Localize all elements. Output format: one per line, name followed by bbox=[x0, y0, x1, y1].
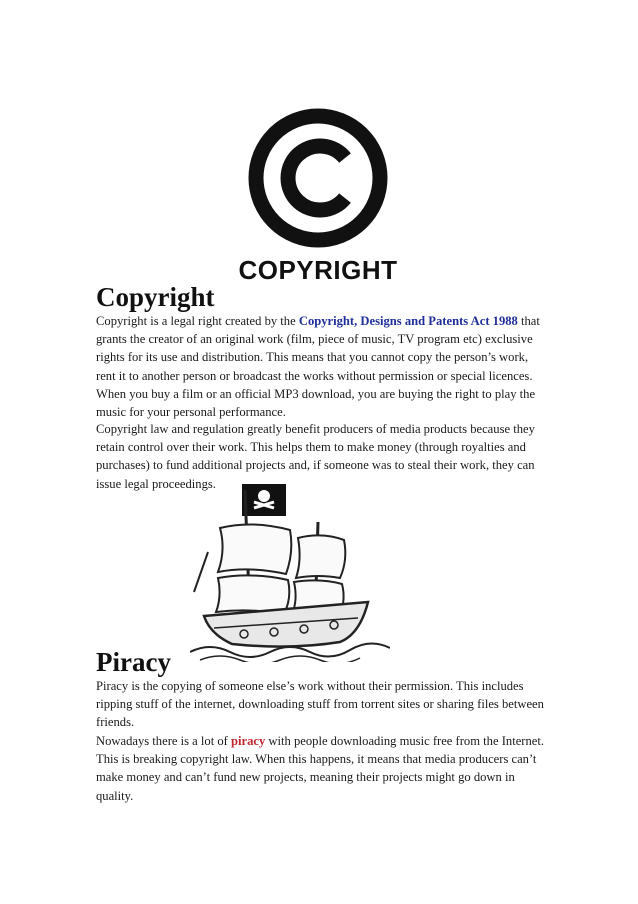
act-link[interactable]: Copyright, Designs and Patents Act 1988 bbox=[298, 314, 518, 328]
copyright-logo bbox=[238, 100, 398, 280]
copyright-heading: Copyright bbox=[96, 282, 215, 312]
copyright-paragraph-1 bbox=[96, 312, 548, 421]
piracy-keyword: piracy bbox=[231, 734, 266, 748]
piracy-paragraph-2 bbox=[96, 732, 548, 805]
copyright-paragraph-2: Copyright law and regulation greatly benefit producers of media products because they retain control over their work. This helps them to make money (through royalties and purchases) to fund additional projects and, if someone was to steal their work, they can issue legal proceedings. bbox=[96, 422, 535, 491]
piracy-paragraph-1: Piracy is the copying of someone else’s work without their permission. This includes ripping stuff of the internet, downloading stuff from torrent sites or sharing files between friends. bbox=[96, 679, 544, 730]
piracy-p2-text-start: Nowadays there is a lot of bbox=[96, 734, 231, 748]
piracy-heading: Piracy bbox=[96, 647, 171, 677]
logo-wordmark: COPYRIGHT bbox=[238, 255, 398, 285]
copyright-p1-text-start: Copyright is a legal right created by the bbox=[96, 314, 299, 328]
copyright-p1-text-end: that grants the creator of an original work (film, piece of music, TV program etc) exclusive rights for its use and distribution. This means that you cannot copy the person’s work, rent it to another person or broadcast the works without permission or special licences. When you buy a film or an official MP3 download, you are buying the right to play the music for your personal performance. bbox=[96, 314, 540, 420]
pirate-ship-illustration bbox=[190, 482, 390, 662]
piracy-p2-text-end: with people downloading music free from the Internet. This is breaking copyright law. When this happens, it means that media producers can’t make money and can’t fund new projects, meaning their projects might go down in quality. bbox=[96, 734, 545, 803]
